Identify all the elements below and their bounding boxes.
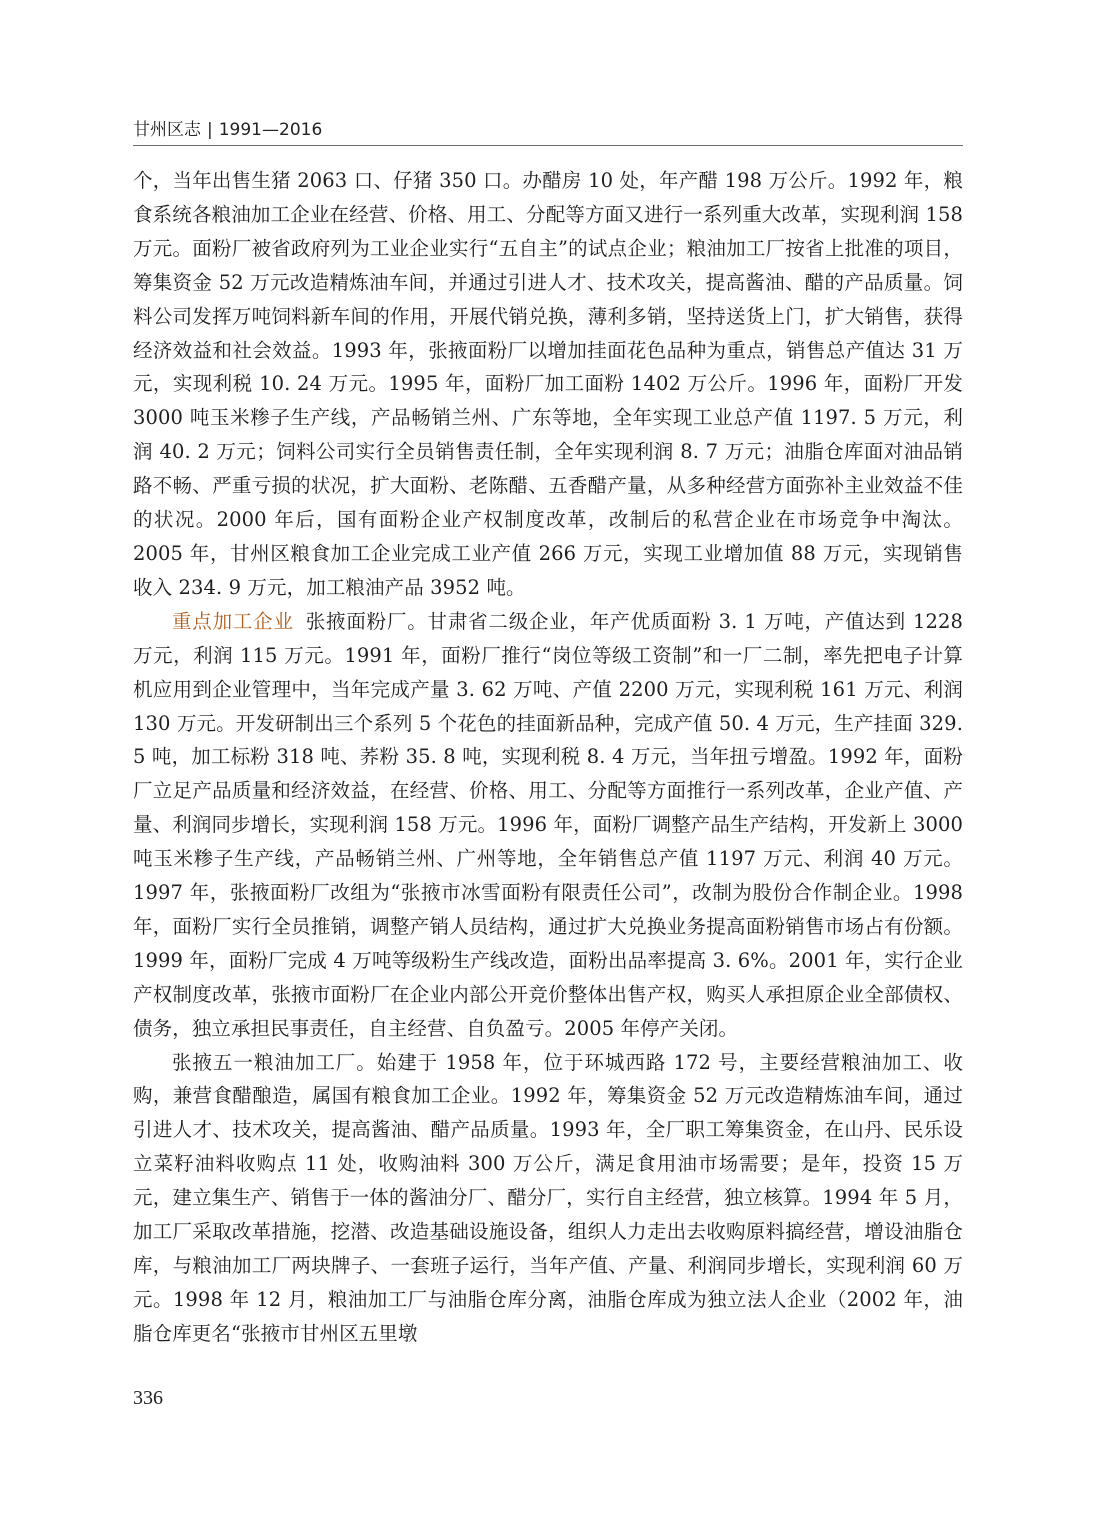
running-header [133,118,322,142]
header-years: 1991—2016 [218,120,323,140]
page-body [133,164,963,1351]
paragraph-1: 个，当年出售生猪 2063 口、仔猪 350 口。办醋房 10 处，年产醋 198 万公斤。1992 年，粮食系统各粮油加工企业在经营、价格、用工、分配等方面又进行一系列重大改革，实现利润 158 万元。面粉厂被省政府列为工业企业实行“五自主”的试点企业；粮油加工厂按省上批准的项目，筹集资金 52 万元改造精炼油车间，并通过引进人才、技术攻关，提高酱油、醋的产品质量。饲料公司发挥万吨饲料新车间的作用，开展代销兑换，薄利多销，坚持送货上门，扩大销售，获得经济效益和社会效益。1993 年，张掖面粉厂以增加挂面花色品种为重点，销售总产值达 31 万元，实现利税 10. 24 万元。1995 年，面粉厂加工面粉 1402 万公斤。1996 年，面粉厂开发 3000 吨玉米糁子生产线，产品畅销兰州、广东等地，全年实现工业总产值 1197. 5 万元，利润 40. 2 万元；饲料公司实行全员销售责任制，全年实现利润 8. 7 万元；油脂仓库面对油品销路不畅、严重亏损的状况，扩大面粉、老陈醋、五香醋产量，从多种经营方面弥补主业效益不佳的状况。2000 年后，国有面粉企业产权制度改革，改制后的私营企业在市场竞争中淘汰。2005 年，甘州区粮食加工企业完成工业产值 266 万元，实现工业增加值 88 万元，实现销售收入 234. 9 万元，加工粮油产品 3952 吨。 [133,169,963,599]
page-number: 336 [133,1387,163,1409]
paragraph-2 [133,605,963,1046]
book-title: 甘州区志 [133,120,201,140]
paragraph-3: 张掖五一粮油加工厂。始建于 1958 年，位于环城西路 172 号，主要经营粮油加工、收购，兼营食醋酿造，属国有粮食加工企业。1992 年，筹集资金 52 万元改造精炼油车间，通过引进人才、技术攻关，提高酱油、醋产品质量。1993 年，全厂职工筹集资金，在山丹、民乐设立菜籽油料收购点 11 处，收购油料 300 万公斤，满足食用油市场需要；是年，投资 15 万元，建立集生产、销售于一体的酱油分厂、醋分厂，实行自主经营，独立核算。1994 年 5 月，加工厂采取改革措施，挖潜、改造基础设施设备，组织人力走出去收购原料搞经营，增设油脂仓库，与粮油加工厂两块牌子、一套班子运行，当年产值、产量、利润同步增长，实现利润 60 万元。1998 年 12 月，粮油加工厂与油脂仓库分离，油脂仓库成为独立法人企业（2002 年，油脂仓库更名“张掖市甘州区五里墩 [133,1050,963,1345]
header-separator: | [207,120,213,140]
section-heading: 重点加工企业 [172,609,294,633]
paragraph-2-text: 张掖面粉厂。甘肃省二级企业，年产优质面粉 3. 1 万吨，产值达到 1228 万元，利润 115 万元。1991 年，面粉厂推行“岗位等级工资制”和一厂二制，率先把电子计算机应用到企业管理中，当年完成产量 3. 62 万吨、产值 2200 万元，实现利税 161 万元、利润 130 万元。开发研制出三个系列 5 个花色的挂面新品种，完成产值 50. 4 万元，生产挂面 329. 5 吨，加工标粉 318 吨、荞粉 35. 8 吨，实现利税 8. 4 万元，当年扭亏增盈。1992 年，面粉厂立足产品质量和经济效益，在经营、价格、用工、分配等方面推行一系列改革，企业产值、产量、利润同步增长，实现利润 158 万元。1996 年，面粉厂调整产品生产结构，开发新上 3000 吨玉米糁子生产线，产品畅销兰州、广州等地，全年销售总产值 1197 万元、利润 40 万元。1997 年，张掖面粉厂改组为“张掖市冰雪面粉有限责任公司”，改制为股份合作制企业。1998 年，面粉厂实行全员推销，调整产销人员结构，通过扩大兑换业务提高面粉销售市场占有份额。1999 年，面粉厂完成 4 万吨等级粉生产线改造，面粉出品率提高 3. 6%。2001 年，实行企业产权制度改革，张掖市面粉厂在企业内部公开竞价整体出售产权，购买人承担原企业全部债权、债务，独立承担民事责任，自主经营、自负盈亏。2005 年停产关闭。 [133,609,963,1040]
header-rule [133,145,963,146]
